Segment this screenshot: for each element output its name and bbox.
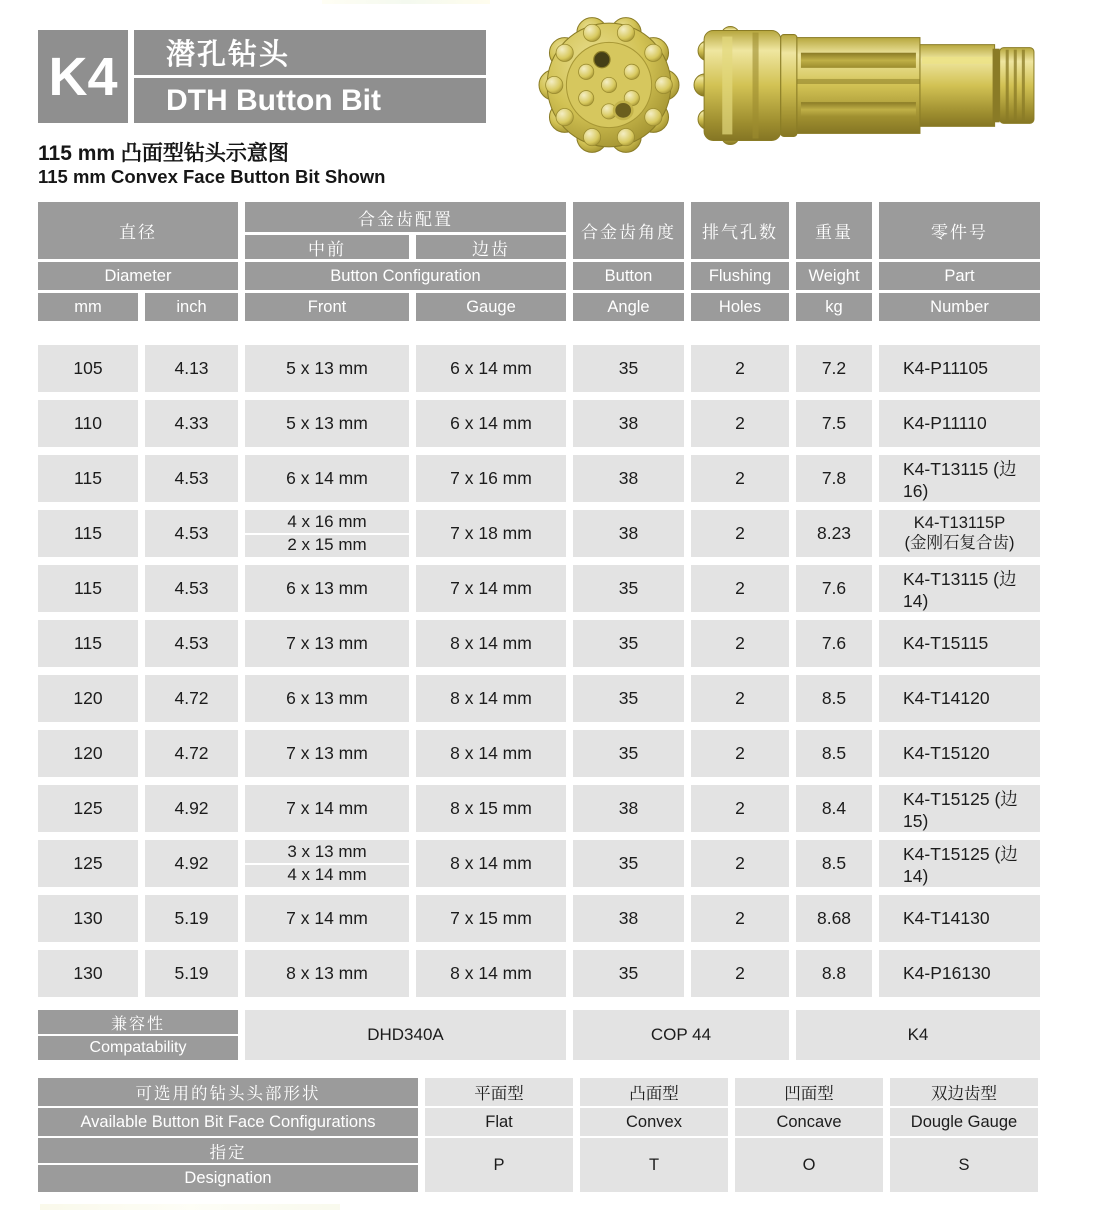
- cell-angle: 38: [573, 785, 684, 832]
- page-title-cn: 潜孔钻头: [134, 30, 486, 75]
- compatibility-table: [38, 1010, 1040, 1060]
- cell-angle: 35: [573, 565, 684, 612]
- cell-mm: 115: [38, 455, 138, 502]
- cell-inch: 4.72: [145, 730, 238, 777]
- col-header-inch: inch: [145, 293, 238, 321]
- designation-code: O: [735, 1138, 883, 1192]
- col-header-mm: mm: [38, 293, 138, 321]
- designation-label-cn: 指定: [38, 1138, 418, 1163]
- part-number-line2: (金刚石复合齿): [904, 533, 1015, 552]
- face-type-cn: 凸面型: [580, 1078, 728, 1106]
- face-config-table: [38, 1078, 1038, 1192]
- compatibility-option: K4: [796, 1010, 1040, 1060]
- cell-holes: 2: [691, 510, 789, 557]
- table-row: [38, 730, 1040, 777]
- face-type-en: Flat: [425, 1108, 573, 1136]
- cell-gauge: 6 x 14 mm: [416, 400, 566, 447]
- cell-kg: 7.5: [796, 400, 872, 447]
- cell-angle: 38: [573, 895, 684, 942]
- cell-mm: 115: [38, 620, 138, 667]
- cell-inch: 4.53: [145, 510, 238, 557]
- product-code-badge: K4: [38, 30, 128, 123]
- drill-bit-face-view-image: [538, 14, 680, 156]
- designation-code: P: [425, 1138, 573, 1192]
- col-header-kg: kg: [796, 293, 872, 321]
- drill-bit-side-view-image: [692, 22, 1040, 149]
- cell-front-bottom: 2 x 15 mm: [287, 534, 367, 554]
- cell-kg: 8.4: [796, 785, 872, 832]
- face-type-en: Concave: [735, 1108, 883, 1136]
- col-header-button: Button: [573, 262, 684, 290]
- cell-inch: 4.53: [145, 620, 238, 667]
- cell-part-number: K4-P11105: [879, 345, 1040, 392]
- cell-holes: 2: [691, 730, 789, 777]
- cell-inch: 4.92: [145, 785, 238, 832]
- cell-front: 7 x 13 mm: [245, 730, 409, 777]
- cell-front: 7 x 14 mm: [245, 785, 409, 832]
- compatibility-option: DHD340A: [245, 1010, 566, 1060]
- cell-holes: 2: [691, 950, 789, 997]
- cell-front-bottom: 4 x 14 mm: [287, 864, 367, 884]
- cell-kg: 8.68: [796, 895, 872, 942]
- table-row: [38, 400, 1040, 447]
- cell-holes: 2: [691, 345, 789, 392]
- cell-part-number: [879, 510, 1040, 557]
- face-config-label-cn: 可选用的钻头头部形状: [38, 1078, 418, 1106]
- cropped-bottom-artifact: [40, 1204, 340, 1210]
- cell-kg: 8.5: [796, 840, 872, 887]
- cell-part-number: K4-T13115 (边14): [879, 565, 1040, 612]
- cell-mm: 115: [38, 565, 138, 612]
- cell-gauge: 7 x 14 mm: [416, 565, 566, 612]
- table-row: [38, 675, 1040, 722]
- cell-gauge: 8 x 14 mm: [416, 620, 566, 667]
- cell-mm: 130: [38, 895, 138, 942]
- face-type-cn: 凹面型: [735, 1078, 883, 1106]
- cell-front: 7 x 14 mm: [245, 895, 409, 942]
- cell-part-number: K4-T15125 (边15): [879, 785, 1040, 832]
- cell-kg: 8.5: [796, 730, 872, 777]
- cell-kg: 7.2: [796, 345, 872, 392]
- col-header-gauge-cn: 边齿: [416, 235, 566, 259]
- cell-front: 7 x 13 mm: [245, 620, 409, 667]
- designation-code: S: [890, 1138, 1038, 1192]
- cell-inch: 4.53: [145, 455, 238, 502]
- subtitle-cn: 115 mm 凸面型钻头示意图: [38, 142, 289, 165]
- face-type-cn: 平面型: [425, 1078, 573, 1106]
- cell-part-number: K4-T13115 (边16): [879, 455, 1040, 502]
- cell-gauge: 8 x 14 mm: [416, 675, 566, 722]
- cell-part-number: K4-T14130: [879, 895, 1040, 942]
- cell-front: 5 x 13 mm: [245, 345, 409, 392]
- cell-front-top: 3 x 13 mm: [245, 842, 409, 865]
- col-header-front-cn: 中前: [245, 235, 409, 259]
- cell-gauge: 6 x 14 mm: [416, 345, 566, 392]
- spec-table-body: [38, 345, 1040, 1005]
- face-config-label-en: Available Button Bit Face Configurations: [38, 1108, 418, 1136]
- cell-holes: 2: [691, 455, 789, 502]
- spec-table-header: [38, 202, 1040, 321]
- table-row: [38, 950, 1040, 997]
- face-type-cn: 双边齿型: [890, 1078, 1038, 1106]
- cell-angle: 35: [573, 675, 684, 722]
- col-header-button-config-en: Button Configuration: [245, 262, 566, 290]
- cell-holes: 2: [691, 895, 789, 942]
- col-header-angle: Angle: [573, 293, 684, 321]
- table-row: [38, 510, 1040, 557]
- col-header-button-config-cn: 合金齿配置: [245, 202, 566, 232]
- cell-angle: 38: [573, 510, 684, 557]
- col-header-holes: Holes: [691, 293, 789, 321]
- face-type-en: Convex: [580, 1108, 728, 1136]
- cell-kg: 8.23: [796, 510, 872, 557]
- cell-angle: 38: [573, 400, 684, 447]
- cell-mm: 125: [38, 785, 138, 832]
- title-bars: [134, 30, 486, 123]
- cell-angle: 35: [573, 950, 684, 997]
- compatibility-label-en: Compatability: [38, 1036, 238, 1060]
- cell-front: 5 x 13 mm: [245, 400, 409, 447]
- col-header-number: Number: [879, 293, 1040, 321]
- cell-angle: 35: [573, 620, 684, 667]
- cell-angle: 35: [573, 840, 684, 887]
- col-header-diameter-en: Diameter: [38, 262, 238, 290]
- cell-mm: 125: [38, 840, 138, 887]
- col-header-front-en: Front: [245, 293, 409, 321]
- cell-gauge: 7 x 16 mm: [416, 455, 566, 502]
- table-row: [38, 620, 1040, 667]
- cell-angle: 35: [573, 345, 684, 392]
- cell-part-number: K4-T15120: [879, 730, 1040, 777]
- col-header-weight-cn: 重量: [796, 202, 872, 259]
- cell-front: 6 x 14 mm: [245, 455, 409, 502]
- cell-front-top: 4 x 16 mm: [245, 512, 409, 535]
- cell-inch: 4.53: [145, 565, 238, 612]
- cell-kg: 8.5: [796, 675, 872, 722]
- subtitle-en: 115 mm Convex Face Button Bit Shown: [38, 166, 386, 187]
- cell-holes: 2: [691, 400, 789, 447]
- cell-inch: 4.13: [145, 345, 238, 392]
- table-row: [38, 785, 1040, 832]
- page-header: [38, 30, 486, 123]
- compatibility-option: COP 44: [573, 1010, 789, 1060]
- part-number-line1: K4-T13115P: [913, 513, 1006, 532]
- table-row: [38, 565, 1040, 612]
- cell-angle: 35: [573, 730, 684, 777]
- face-type-en: Dougle Gauge: [890, 1108, 1038, 1136]
- table-row: [38, 840, 1040, 887]
- cell-front: 6 x 13 mm: [245, 675, 409, 722]
- page-title-en: DTH Button Bit: [134, 78, 486, 123]
- cell-kg: 7.6: [796, 565, 872, 612]
- cell-mm: 110: [38, 400, 138, 447]
- cell-gauge: 8 x 14 mm: [416, 840, 566, 887]
- cell-holes: 2: [691, 785, 789, 832]
- cell-part-number: K4-T15115: [879, 620, 1040, 667]
- cell-gauge: 8 x 15 mm: [416, 785, 566, 832]
- cropped-top-artifact: [322, 0, 490, 4]
- cell-mm: 115: [38, 510, 138, 557]
- cell-gauge: 8 x 14 mm: [416, 730, 566, 777]
- cell-holes: 2: [691, 840, 789, 887]
- col-header-button-angle-cn: 合金齿角度: [573, 202, 684, 259]
- col-header-flushing-cn: 排气孔数: [691, 202, 789, 259]
- cell-inch: 5.19: [145, 895, 238, 942]
- cell-gauge: 7 x 18 mm: [416, 510, 566, 557]
- cell-kg: 8.8: [796, 950, 872, 997]
- cell-front: 8 x 13 mm: [245, 950, 409, 997]
- cell-kg: 7.6: [796, 620, 872, 667]
- cell-angle: 38: [573, 455, 684, 502]
- table-row: [38, 345, 1040, 392]
- cell-part-number: K4-P11110: [879, 400, 1040, 447]
- col-header-diameter-cn: 直径: [38, 202, 238, 259]
- cell-mm: 120: [38, 730, 138, 777]
- table-row: [38, 455, 1040, 502]
- cell-holes: 2: [691, 565, 789, 612]
- col-header-gauge-en: Gauge: [416, 293, 566, 321]
- cell-mm: 105: [38, 345, 138, 392]
- cell-mm: 120: [38, 675, 138, 722]
- cell-holes: 2: [691, 620, 789, 667]
- cell-part-number: K4-T15125 (边14): [879, 840, 1040, 887]
- cell-inch: 5.19: [145, 950, 238, 997]
- cell-gauge: 7 x 15 mm: [416, 895, 566, 942]
- cell-kg: 7.8: [796, 455, 872, 502]
- cell-holes: 2: [691, 675, 789, 722]
- cell-inch: 4.72: [145, 675, 238, 722]
- cell-inch: 4.92: [145, 840, 238, 887]
- cell-gauge: 8 x 14 mm: [416, 950, 566, 997]
- cell-part-number: K4-T14120: [879, 675, 1040, 722]
- designation-code: T: [580, 1138, 728, 1192]
- compatibility-label-cn: 兼容性: [38, 1010, 238, 1034]
- col-header-part-cn: 零件号: [879, 202, 1040, 259]
- cell-inch: 4.33: [145, 400, 238, 447]
- cell-front: 6 x 13 mm: [245, 565, 409, 612]
- cell-front-split: [245, 840, 409, 887]
- col-header-weight: Weight: [796, 262, 872, 290]
- table-row: [38, 895, 1040, 942]
- cell-front-split: [245, 510, 409, 557]
- cell-mm: 130: [38, 950, 138, 997]
- cell-part-number: K4-P16130: [879, 950, 1040, 997]
- col-header-flushing: Flushing: [691, 262, 789, 290]
- designation-label-en: Designation: [38, 1165, 418, 1192]
- col-header-part: Part: [879, 262, 1040, 290]
